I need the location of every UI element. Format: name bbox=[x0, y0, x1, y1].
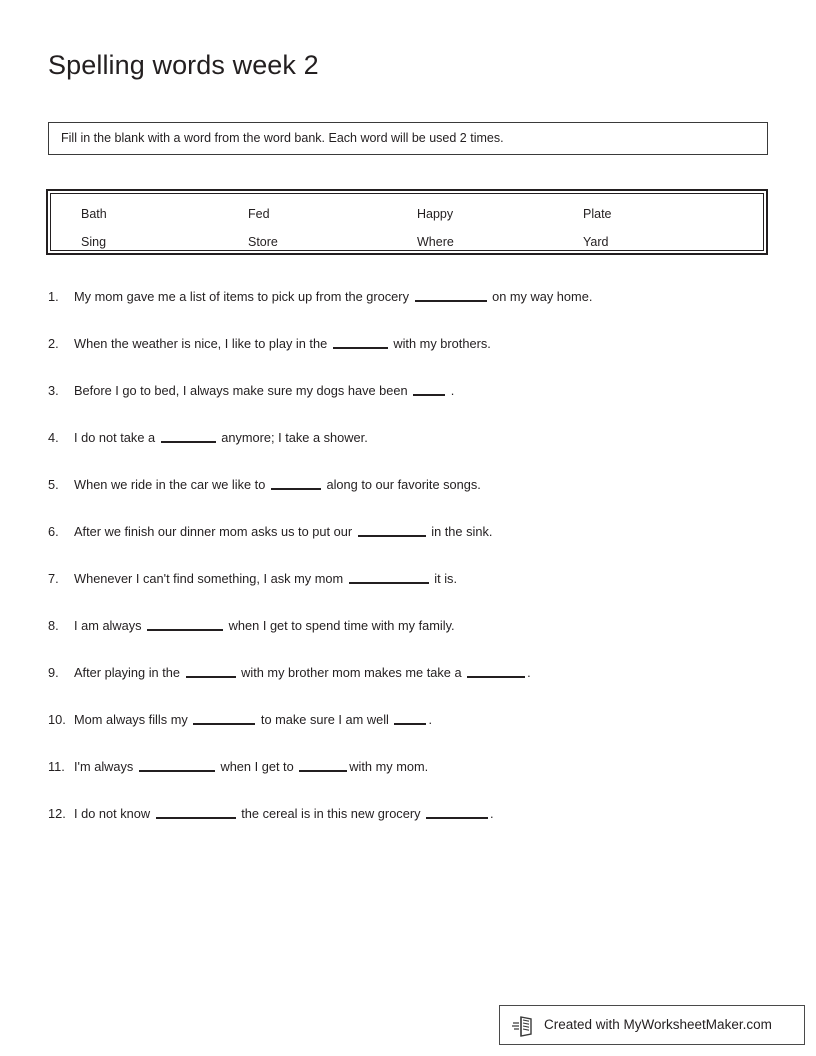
answer-blank[interactable] bbox=[394, 711, 426, 725]
question-text-before: I am always bbox=[74, 618, 146, 633]
answer-blank[interactable] bbox=[413, 382, 445, 396]
answer-blank[interactable] bbox=[186, 664, 236, 678]
question-text-after: . bbox=[527, 665, 531, 680]
footer-badge[interactable] bbox=[499, 1005, 805, 1045]
question-text-before: My mom gave me a list of items to pick up from the grocery bbox=[74, 289, 413, 304]
answer-blank[interactable] bbox=[415, 288, 487, 302]
question-row bbox=[48, 334, 778, 354]
word-bank bbox=[46, 189, 768, 255]
word-bank-grid bbox=[51, 194, 763, 250]
question-text-before: When we ride in the car we like to bbox=[74, 477, 269, 492]
question-text-after: along to our favorite songs. bbox=[322, 477, 481, 492]
answer-blank[interactable] bbox=[156, 805, 236, 819]
question-text-before: Whenever I can't find something, I ask my mom bbox=[74, 571, 347, 586]
question-text-after: with my mom. bbox=[349, 759, 429, 774]
question-text-before: After playing in the bbox=[74, 665, 184, 680]
question-number: 6. bbox=[48, 524, 59, 539]
question-number: 1. bbox=[48, 289, 59, 304]
question-text-before: After we finish our dinner mom asks us to put our bbox=[74, 524, 356, 539]
question-row bbox=[48, 475, 778, 495]
word-bank-word: Plate bbox=[583, 207, 612, 221]
instructions-box bbox=[48, 122, 768, 155]
question-number: 10. bbox=[48, 712, 66, 727]
question-text-middle: with my brother mom makes me take a bbox=[237, 665, 466, 680]
question-text-after: on my way home. bbox=[488, 289, 593, 304]
question-text-before: Before I go to bed, I always make sure my dogs have been bbox=[74, 383, 412, 398]
question-number: 11. bbox=[48, 759, 65, 774]
question-text-after: . bbox=[490, 806, 494, 821]
question-number: 8. bbox=[48, 618, 59, 633]
answer-blank[interactable] bbox=[161, 429, 216, 443]
question-text-before: I do not know bbox=[74, 806, 154, 821]
answer-blank[interactable] bbox=[271, 476, 321, 490]
question-text-after: when I get to spend time with my family. bbox=[225, 618, 455, 633]
page-title: Spelling words week 2 bbox=[48, 50, 319, 80]
question-number: 4. bbox=[48, 430, 59, 445]
question-number: 7. bbox=[48, 571, 59, 586]
question-number: 2. bbox=[48, 336, 59, 351]
word-bank-word: Happy bbox=[417, 207, 454, 221]
question-number: 3. bbox=[48, 383, 59, 398]
question-text-before: I do not take a bbox=[74, 430, 159, 445]
question-text-after: with my brothers. bbox=[389, 336, 491, 351]
question-text-middle: when I get to bbox=[216, 759, 298, 774]
question-text-before: When the weather is nice, I like to play in the bbox=[74, 336, 331, 351]
question-number: 12. bbox=[48, 806, 66, 821]
word-bank-word: Fed bbox=[248, 207, 270, 221]
answer-blank[interactable] bbox=[147, 617, 223, 631]
question-text-after: anymore; I take a shower. bbox=[217, 430, 368, 445]
question-row bbox=[48, 616, 778, 636]
question-row bbox=[48, 428, 778, 448]
question-number: 9. bbox=[48, 665, 59, 680]
question-row bbox=[48, 757, 778, 777]
word-bank-inner-border bbox=[50, 193, 764, 251]
question-row bbox=[48, 663, 778, 683]
answer-blank[interactable] bbox=[426, 805, 488, 819]
question-text-after: . bbox=[447, 383, 455, 398]
question-number: 5. bbox=[48, 477, 59, 492]
answer-blank[interactable] bbox=[193, 711, 255, 725]
answer-blank[interactable] bbox=[349, 570, 429, 584]
question-text-before: Mom always fills my bbox=[74, 712, 192, 727]
instructions-text: Fill in the blank with a word from the word bank. Each word will be used 2 times. bbox=[61, 131, 504, 145]
question-row bbox=[48, 804, 778, 824]
question-row bbox=[48, 287, 778, 307]
word-bank-word: Where bbox=[417, 235, 454, 249]
answer-blank[interactable] bbox=[299, 758, 347, 772]
answer-blank[interactable] bbox=[467, 664, 525, 678]
question-row bbox=[48, 522, 778, 542]
footer-text: Created with MyWorksheetMaker.com bbox=[544, 1017, 772, 1032]
answer-blank[interactable] bbox=[333, 335, 388, 349]
answer-blank[interactable] bbox=[139, 758, 215, 772]
question-text-middle: the cereal is in this new grocery bbox=[237, 806, 425, 821]
word-bank-word: Bath bbox=[81, 207, 107, 221]
question-text-middle: to make sure I am well bbox=[257, 712, 393, 727]
worksheet-maker-logo-icon bbox=[512, 1015, 536, 1037]
answer-blank[interactable] bbox=[358, 523, 426, 537]
question-text-after: . bbox=[428, 712, 433, 727]
word-bank-word: Yard bbox=[583, 235, 609, 249]
question-row bbox=[48, 381, 778, 401]
question-text-after: it is. bbox=[430, 571, 458, 586]
word-bank-word: Store bbox=[248, 235, 278, 249]
question-text-after: in the sink. bbox=[427, 524, 493, 539]
word-bank-word: Sing bbox=[81, 235, 107, 249]
question-text-before: I'm always bbox=[74, 759, 137, 774]
question-row bbox=[48, 569, 778, 589]
question-row bbox=[48, 710, 778, 730]
